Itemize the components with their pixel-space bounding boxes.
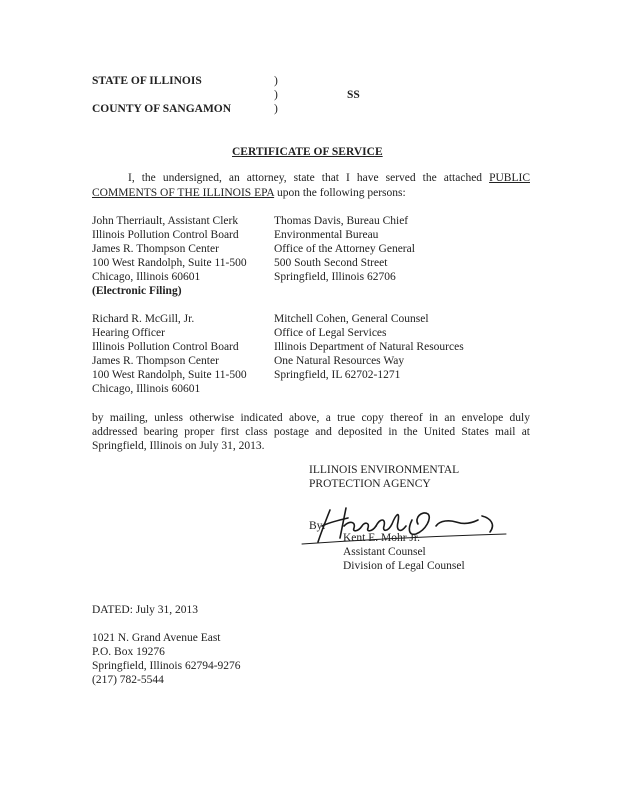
electronic-filing-note: (Electronic Filing) xyxy=(92,285,182,297)
recipient-general-counsel xyxy=(274,312,464,382)
recipient-line: Illinois Department of Natural Resources xyxy=(274,341,464,353)
agency-line: PROTECTION AGENCY xyxy=(309,478,431,490)
caption-ss: SS xyxy=(347,89,360,101)
caption-paren: ) xyxy=(274,103,278,115)
recipient-line: James R. Thompson Center xyxy=(92,355,219,367)
recipient-line: Chicago, Illinois 60601 xyxy=(92,271,201,283)
address-line: 1021 N. Grand Avenue East xyxy=(92,632,221,644)
recipient-line: Mitchell Cohen, General Counsel xyxy=(274,313,429,325)
recipient-attorney-general xyxy=(274,214,415,284)
signature-by-label: By: xyxy=(309,520,326,532)
intro-text-end: upon the following persons: xyxy=(274,187,406,199)
recipient-line: Illinois Pollution Control Board xyxy=(92,229,239,241)
signatory-division: Division of Legal Counsel xyxy=(343,560,465,572)
recipient-line: Environmental Bureau xyxy=(274,229,379,241)
recipient-line: Springfield, Illinois 62706 xyxy=(274,271,396,283)
intro-text: I, the undersigned, an attorney, state that I have served the attached xyxy=(128,172,490,184)
caption-county: COUNTY OF SANGAMON xyxy=(92,103,232,115)
agency-name xyxy=(309,463,459,491)
address-line: P.O. Box 19276 xyxy=(92,646,165,658)
caption-state: STATE OF ILLINOIS xyxy=(92,75,202,87)
address-line: Springfield, Illinois 62794-9276 xyxy=(92,660,241,672)
caption-paren: ) xyxy=(274,75,278,87)
recipient-line: James R. Thompson Center xyxy=(92,243,219,255)
caption-paren: ) xyxy=(274,89,278,101)
recipient-line: One Natural Resources Way xyxy=(274,355,405,367)
recipient-line: Office of Legal Services xyxy=(274,327,387,339)
recipient-clerk xyxy=(92,214,247,298)
recipient-line: Chicago, Illinois 60601 xyxy=(92,383,201,395)
dated-line: DATED: July 31, 2013 xyxy=(92,604,199,616)
recipient-line: Thomas Davis, Bureau Chief xyxy=(274,215,409,227)
recipient-line: Springfield, IL 62702-1271 xyxy=(274,369,401,381)
recipient-line: John Therriault, Assistant Clerk xyxy=(92,215,239,227)
document-title: CERTIFICATE OF SERVICE xyxy=(232,146,383,158)
recipient-line: Richard R. McGill, Jr. xyxy=(92,313,195,325)
recipient-line: Office of the Attorney General xyxy=(274,243,415,255)
signatory-title: Assistant Counsel xyxy=(343,546,426,558)
recipient-hearing-officer xyxy=(92,312,247,396)
intro-paragraph xyxy=(92,171,530,201)
recipient-line: 100 West Randolph, Suite 11-500 xyxy=(92,257,247,269)
recipient-line: 100 West Randolph, Suite 11-500 xyxy=(92,369,247,381)
address-line: (217) 782-5544 xyxy=(92,674,164,686)
recipient-line: Illinois Pollution Control Board xyxy=(92,341,239,353)
signatory-name: Kent E. Mohr Jr. xyxy=(343,532,420,544)
recipient-line: 500 South Second Street xyxy=(274,257,388,269)
intro-document-title: PUBLIC COMMENTS OF THE ILLINOIS EPA xyxy=(92,172,530,199)
mailing-paragraph: by mailing, unless otherwise indicated above, a true copy thereof in an envelope duly addressed bearing proper first class postage and deposited in the United States mail at Springfield, Illinois on July 31, 2013. xyxy=(92,412,530,452)
return-address xyxy=(92,631,241,687)
agency-line: ILLINOIS ENVIRONMENTAL xyxy=(309,464,460,476)
recipient-line: Hearing Officer xyxy=(92,327,165,339)
signatory-block xyxy=(343,531,465,573)
